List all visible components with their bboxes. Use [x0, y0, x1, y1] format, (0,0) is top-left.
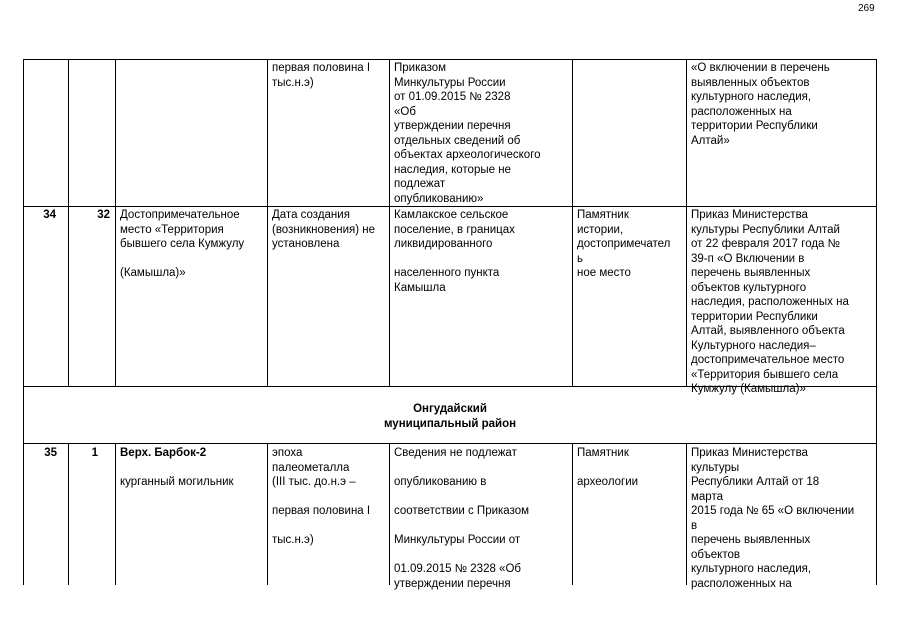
table-border-top: [23, 59, 876, 60]
column-divider: [572, 443, 573, 585]
category-cell: Памятник истории, достопримечател ь ное место: [577, 209, 671, 279]
location-cell: Камлакское сельское поселение, в границах ликвидированного населенного пункта Камышла: [394, 209, 515, 294]
column-divider: [686, 59, 687, 386]
object-name-cell: Верх. Барбок-2: [120, 447, 207, 459]
row-number: 34: [43, 209, 56, 221]
location-cell: Приказом Минкультуры России от 01.09.2015 № 2328 «Об утверждении перечня отдельных сведений об объектах археологического наследия, которые не подлежат опубликованию»: [394, 62, 541, 205]
page-number: 269: [858, 3, 875, 14]
column-divider: [572, 59, 573, 386]
column-divider: [115, 443, 116, 585]
row-divider: [23, 206, 876, 207]
sub-number: 32: [97, 209, 110, 221]
location-cell: Сведения не подлежат опубликованию в соответствии с Приказом Минкультуры России от 01.09.2015 № 2328 «Об утверждении перечня: [394, 447, 530, 590]
table-border-left: [23, 59, 24, 585]
date-cell: первая половина I тыс.н.э): [272, 62, 371, 89]
object-name-cell: Достопримечательное место «Территория бывшего села Кумжулу (Камышла)»: [120, 209, 245, 279]
column-divider: [686, 443, 687, 585]
section-title: Онгудайский муниципальный район: [383, 403, 517, 430]
column-divider: [389, 59, 390, 386]
column-divider: [115, 59, 116, 386]
date-cell: эпоха палеометалла (III тыс. до.н.э – первая половина I тыс.н.э): [272, 447, 371, 546]
column-divider: [68, 59, 69, 386]
document-cell: «О включении в перечень выявленных объектов культурного наследия, расположенных на территории Республики Алтай»: [691, 62, 830, 147]
document-cell: Приказ Министерства культуры Республики Алтай от 22 февраля 2017 года № 39-п «О Включении в перечень выявленных объектов культурного наследия, расположенных на территории Республики Алтай, выявленного объекта Культурного наследия– достопримечательное место «Территория бывшего села Кумжулу (Камышла)»: [691, 209, 849, 395]
document-cell: Приказ Министерства культуры Республики Алтай от 18 марта 2015 года № 65 «О включении в перечень выявленных объектов культурного наследия, расположенных на: [691, 447, 855, 590]
column-divider: [389, 443, 390, 585]
row-number: 35: [44, 447, 57, 459]
table-border-right: [876, 59, 877, 585]
sub-number: 1: [91, 447, 98, 459]
column-divider: [68, 443, 69, 585]
date-cell: Дата создания (возникновения) не установлена: [272, 209, 376, 250]
column-divider: [267, 443, 268, 585]
row-divider: [23, 443, 876, 444]
category-cell: Памятник археологии: [577, 447, 639, 488]
column-divider: [267, 59, 268, 386]
object-type-cell: курганный могильник: [120, 476, 234, 488]
